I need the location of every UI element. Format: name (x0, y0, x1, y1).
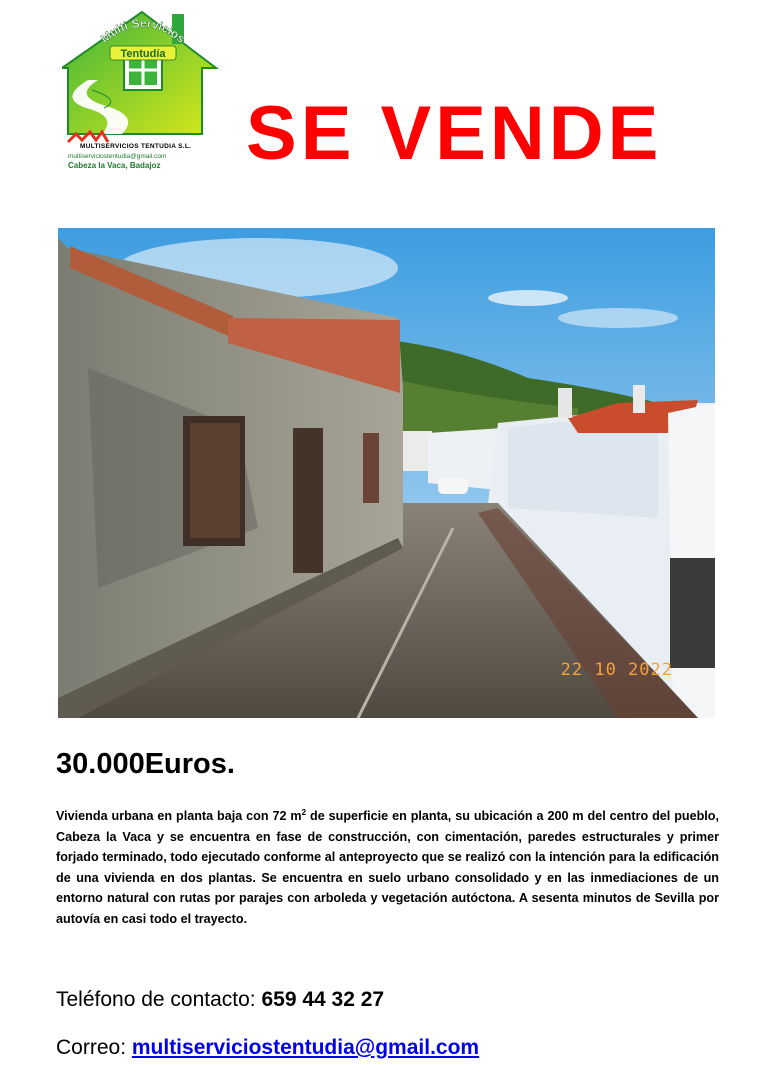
logo-email: multiserviciostentudia@gmail.com (68, 153, 167, 160)
street-scene-image (58, 228, 715, 718)
email-label: Correo: (56, 1036, 132, 1059)
phone-number[interactable]: 659 44 32 27 (261, 988, 385, 1011)
email-line (56, 1036, 479, 1060)
description-text-start: Vivienda urbana en planta baja con 72 m (56, 809, 302, 824)
email-link[interactable]: multiserviciostentudia@gmail.com (131, 1036, 480, 1059)
logo-arc-text: Multi Servicios (97, 15, 188, 46)
description-superscript: 2 (301, 808, 307, 817)
company-logo (62, 10, 222, 180)
logo-company-name: MULTISERVICIOS TENTUDIA S.L. (80, 143, 192, 150)
logo-place: Cabeza la Vaca, Badajoz (68, 161, 161, 170)
photo-date-stamp: 22 10 2022 (560, 660, 673, 680)
phone-line (56, 988, 384, 1012)
headline: SE VENDE (246, 91, 663, 176)
logo-tentudia: Tentudía (120, 48, 166, 60)
description-text-rest: de superficie en planta, su ubicación a 200 m del centro del pueblo, Cabeza la Vaca y se encuentra en fase de construcción, con cimentación, paredes estructurales y primer forjado terminado, todo ejecutado conforme al anteproyecto que se realizó con la intención para la edificación de una vivienda en dos plantas. Se encuentra en suelo urbano consolidado y en las inmediaciones de un entorno natural con rutas por parajes con arboleda y vegetación autóctona. A sesenta minutos de Sevilla por autovía en casi todo el trayecto. (56, 809, 719, 926)
description (56, 803, 719, 929)
price: 30.000Euros. (56, 748, 235, 780)
property-photo (58, 228, 715, 718)
phone-label: Teléfono de contacto: (56, 988, 262, 1011)
house-logo-icon (62, 10, 222, 145)
